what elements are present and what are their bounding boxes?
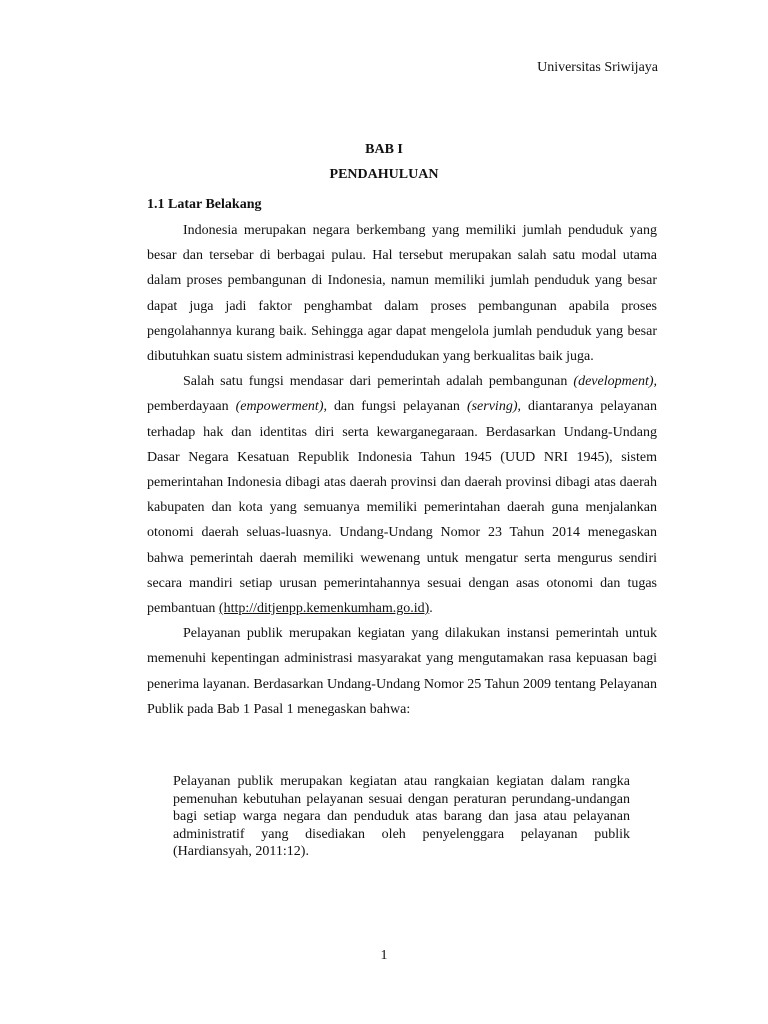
- chapter-number: BAB I: [365, 142, 403, 157]
- block-quote: Pelayanan publik merupakan kegiatan atau rangkaian kegiatan dalam rangka pemenuhan kebutuhan pelayanan sesuai dengan peraturan perundang-undangan bagi setiap warga negara dan penduduk atas barang dan jasa atau pelayanan administratif yang disediakan oleh penyelenggara pelayanan publik (Hardiansyah, 2011:12).: [173, 774, 630, 859]
- term-development: (development),: [573, 374, 657, 390]
- chapter-title: PENDAHULUAN: [329, 167, 439, 182]
- paragraph-2-text: pemberdayaan: [147, 399, 236, 415]
- section-title: 1.1 Latar Belakang: [147, 197, 262, 212]
- paragraph-2-text: Salah satu fungsi mendasar dari pemerintah adalah pembangunan: [183, 374, 574, 390]
- paragraph-2-text: , diantaranya pelayanan terhadap hak dan identitas diri serta kewarganegaraan. Berdasarkan Undang-Undang Dasar Negara Kesatuan Republik Indonesia Tahun 1945 (UUD NRI 1945), sistem pemerintahan Indonesia dibagi atas daerah provinsi dan daerah provinsi dibagi atas daerah kabupaten dan kota yang semuanya memiliki pemerintahan daerah guna menjalankan otonomi daerah seluas-luasnya. Undang-Undang Nomor 23 Tahun 2014 menegaskan bahwa pemerintah daerah memiliki wewenang untuk mengatur serta mengurus sendiri secara mandiri setiap urusan pemerintahannya sesuai dengan asas otonomi dan tugas pembantuan: [147, 399, 658, 617]
- running-header: Universitas Sriwijaya: [537, 60, 658, 75]
- chapter-heading: [0, 137, 768, 187]
- paragraph-2-end: .: [429, 601, 433, 617]
- paragraph-3: Pelayanan publik merupakan kegiatan yang dilakukan instansi pemerintah untuk memenuhi kepentingan administrasi masyarakat yang mengutamakan rasa kepuasan bagi penerima layanan. Berdasarkan Undang-Undang Nomor 25 Tahun 2009 tentang Pelayanan Publik pada Bab 1 Pasal 1 menegaskan bahwa:: [147, 626, 657, 717]
- source-link[interactable]: (http://ditjenpp.kemenkumham.go.id): [218, 601, 430, 617]
- term-serving: (serving): [466, 399, 518, 415]
- term-empowerment: (empowerment),: [235, 399, 327, 415]
- paragraph-1: Indonesia merupakan negara berkembang yang memiliki jumlah penduduk yang besar dan tersebar di berbagai pulau. Hal tersebut merupakan salah satu modal utama dalam proses pembangunan di Indonesia, namun memiliki jumlah penduduk yang besar dapat juga jadi faktor penghambat dalam proses pembangunan apabila proses pengolahannya kurang baik. Sehingga agar dapat mengelola jumlah penduduk yang besar dibutuhkan suatu sistem administrasi kependudukan yang berkualitas baik juga.: [147, 223, 657, 365]
- body-text: [147, 218, 657, 722]
- page-number: 1: [380, 948, 388, 963]
- paragraph-2: [147, 369, 657, 621]
- paragraph-2-text: dan fungsi pelayanan: [327, 399, 467, 415]
